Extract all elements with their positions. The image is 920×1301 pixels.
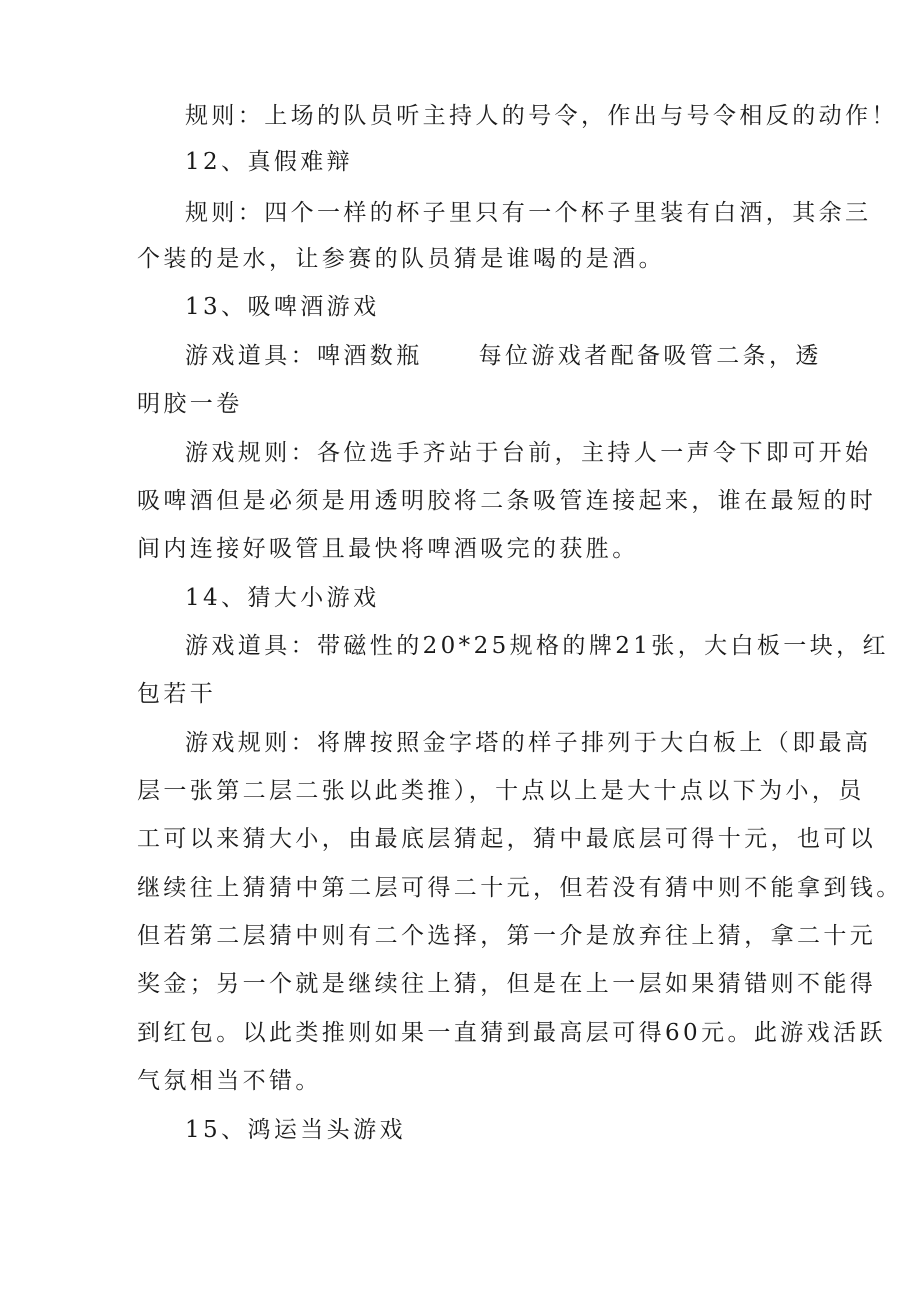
rule-line-12-b: 个装的是水，让参赛的队员猜是谁喝的是酒。 [137, 246, 665, 272]
props-line-13-a-part2: 每位游戏者配备吸管二条，透 [478, 343, 822, 369]
rule-line-14-d: 继续往上猜猜中第二层可得二十元，但若没有猜中则不能拿到钱。 [137, 875, 903, 901]
rule-line-13-a: 游戏规则：各位选手齐站于台前，主持人一声令下即可开始 [185, 440, 872, 466]
props-line-14-b: 包若干 [137, 681, 217, 707]
props-line-13-a-part1: 游戏道具：啤酒数瓶 [185, 343, 423, 369]
rule-line-12-a: 规则：四个一样的杯子里只有一个杯子里装有白酒，其余三 [185, 200, 872, 226]
rule-line-14-h: 气氛相当不错。 [137, 1068, 322, 1094]
heading-15: 15、鸿运当头游戏 [185, 1117, 406, 1143]
rule-line-13-c: 间内连接好吸管且最快将啤酒吸完的获胜。 [137, 536, 639, 562]
rule-line-14-c: 工可以来猜大小，由最底层猜起，猜中最底层可得十元，也可以 [137, 826, 877, 852]
rule-line-14-f: 奖金；另一个就是继续往上猜，但是在上一层如果猜错则不能得 [137, 971, 877, 997]
rule-line-14-a: 游戏规则：将牌按照金字塔的样子排列于大白板上（即最高 [185, 730, 872, 756]
heading-13: 13、吸啤酒游戏 [185, 294, 380, 320]
rule-line-14-g: 到红包。以此类推则如果一直猜到最高层可得60元。此游戏活跃 [137, 1020, 886, 1046]
rule-line-13-b: 吸啤酒但是必须是用透明胶将二条吸管连接起来，谁在最短的时 [137, 488, 877, 514]
props-line-13-b: 明胶一卷 [137, 391, 243, 417]
props-line-14-a: 游戏道具：带磁性的20*25规格的牌21张，大白板一块，红 [185, 633, 889, 659]
rule-line-11: 规则：上场的队员听主持人的号令，作出与号令相反的动作！ [185, 103, 898, 129]
rule-line-14-b: 层一张第二层二张以此类推），十点以上是大十点以下为小，员 [137, 778, 865, 804]
heading-12: 12、真假难辩 [185, 149, 354, 175]
props-line-13-a [185, 341, 822, 371]
rule-line-14-e: 但若第二层猜中则有二个选择，第一介是放弃往上猜，拿二十元 [137, 923, 877, 949]
heading-14: 14、猜大小游戏 [185, 585, 380, 611]
